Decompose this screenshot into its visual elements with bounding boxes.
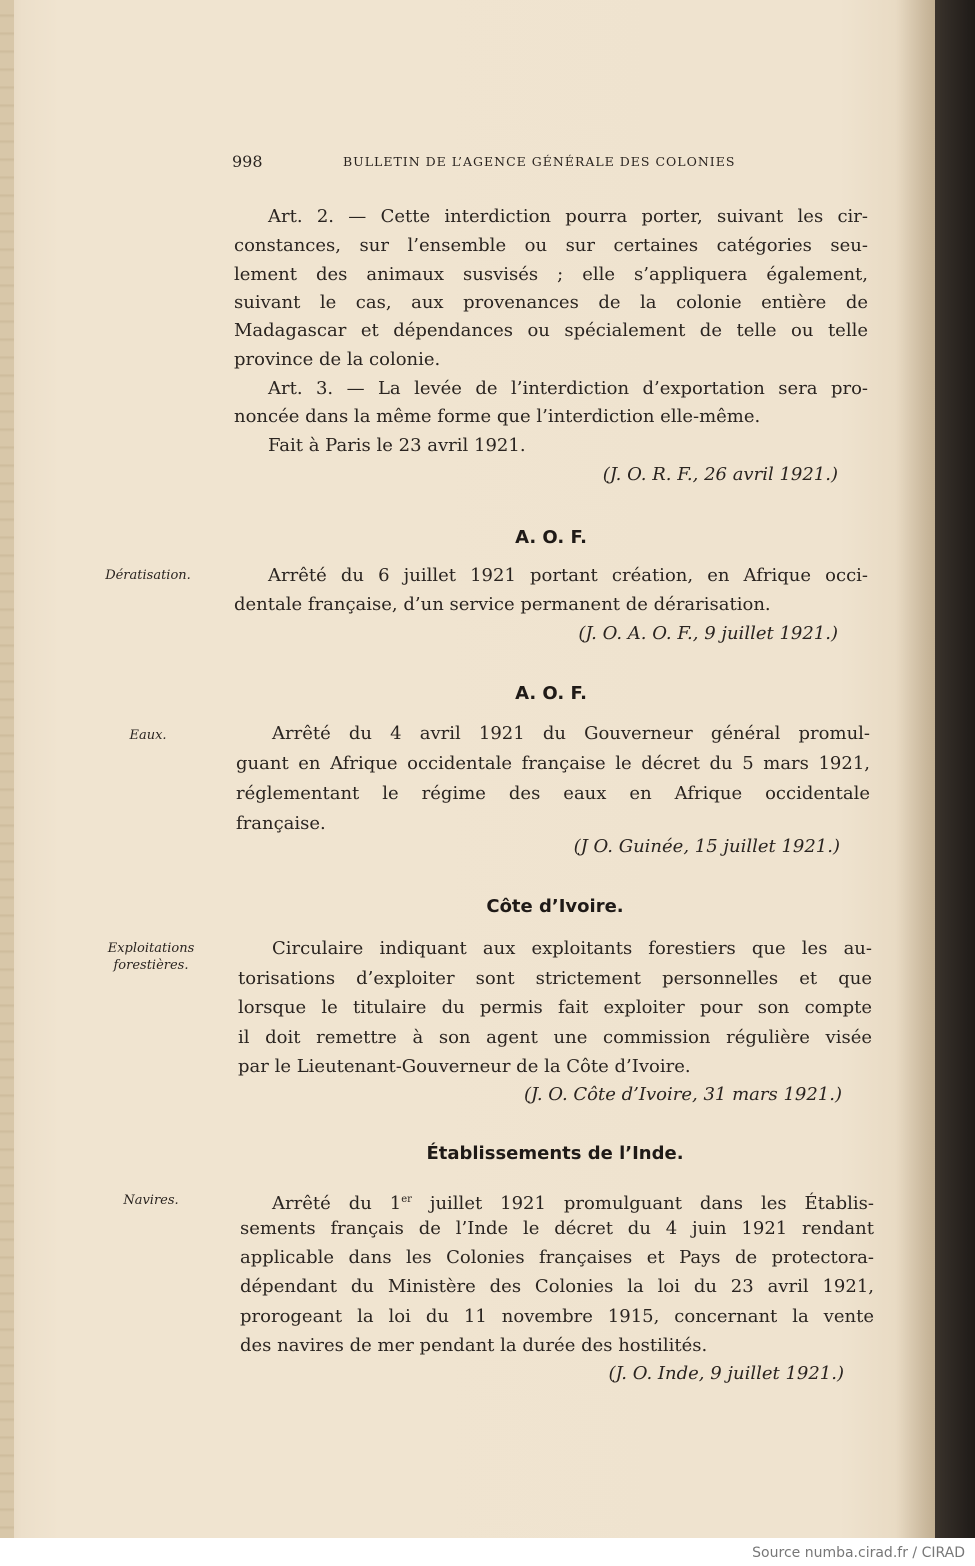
sec4-reference: (J. O. Inde, 9 juillet 1921.) — [608, 1363, 844, 1384]
art3-reference: (J. O. R. F., 26 avril 1921.) — [602, 464, 838, 485]
art3-line-1: Art. 3. — La levée de l’interdiction d’exportation sera pro- — [268, 378, 868, 399]
sec2-reference: (J O. Guinée, 15 juillet 1921.) — [573, 836, 840, 857]
running-title: BULLETIN DE L’AGENCE GÉNÉRALE DES COLONIES — [343, 154, 736, 169]
sec4-line-2: sements français de l’Inde le décret du 4 juin 1921 rendant — [240, 1218, 874, 1239]
sec1-reference: (J. O. A. O. F., 9 juillet 1921.) — [578, 623, 838, 644]
art2-line-6: province de la colonie. — [234, 349, 441, 370]
sec2-line-3: réglementant le régime des eaux en Afrique occidentale — [236, 783, 870, 804]
margin-note-exploitations: Exploitations — [107, 941, 195, 956]
sec3-reference: (J. O. Côte d’Ivoire, 31 mars 1921.) — [523, 1084, 842, 1105]
sec3-line-3: lorsque le titulaire du permis fait exploiter pour son compte — [238, 997, 872, 1018]
sec3-line-5: par le Lieutenant-Gouverneur de la Côte d’Ivoire. — [238, 1056, 691, 1077]
sec3-line-2: torisations d’exploiter sont strictement personnelles et que — [238, 968, 872, 989]
sec4-line-5: prorogeant la loi du 11 novembre 1915, concernant la vente — [240, 1306, 874, 1327]
sec1-line-1: Arrêté du 6 juillet 1921 portant création, en Afrique occi- — [268, 565, 868, 586]
sec4-line-4: dépendant du Ministère des Colonies la loi du 23 avril 1921, — [240, 1276, 874, 1297]
sec4-line-6: des navires de mer pendant la durée des hostilités. — [240, 1335, 708, 1356]
section-heading-cote-ivoire: Côte d’Ivoire. — [486, 896, 624, 917]
sec3-line-4: il doit remettre à son agent une commission régulière visée — [238, 1027, 872, 1048]
art3-line-2: noncée dans la même forme que l’interdiction elle-même. — [234, 406, 761, 427]
margin-note-forestieres: forestières. — [113, 958, 189, 973]
art3-line-3: Fait à Paris le 23 avril 1921. — [268, 435, 526, 456]
sec4-line-3: applicable dans les Colonies françaises et Pays de protectora- — [240, 1247, 874, 1268]
art2-line-4: suivant le cas, aux provenances de la colonie entière de — [234, 292, 868, 313]
section-heading-aof-1: A. O. F. — [515, 527, 587, 548]
page-number: 998 — [232, 152, 263, 171]
source-credit: Source numba.cirad.fr / CIRAD — [752, 1545, 965, 1561]
art2-line-3: lement des animaux susvisés ; elle s’appliquera également, — [234, 264, 868, 285]
margin-note-navires: Navires. — [123, 1193, 179, 1208]
sec4-line-1: Arrêté du 1er juillet 1921 promulguant dans les Établis- — [272, 1193, 874, 1214]
art2-line-1: Art. 2. — Cette interdiction pourra porter, suivant les cir- — [268, 206, 868, 227]
art2-line-2: constances, sur l’ensemble ou sur certaines catégories seu- — [234, 235, 868, 256]
sec2-line-1: Arrêté du 4 avril 1921 du Gouverneur général promul- — [272, 723, 870, 744]
margin-note-deratisation: Dératisation. — [105, 568, 191, 583]
section-heading-inde: Établissements de l’Inde. — [426, 1143, 684, 1164]
art2-line-5: Madagascar et dépendances ou spécialement de telle ou telle — [234, 320, 868, 341]
page-header — [232, 152, 842, 174]
section-heading-aof-2: A. O. F. — [515, 683, 587, 704]
sec2-line-2: guant en Afrique occidentale française le décret du 5 mars 1921, — [236, 753, 870, 774]
margin-note-eaux: Eaux. — [129, 728, 167, 743]
sec3-line-1: Circulaire indiquant aux exploitants forestiers que les au- — [272, 938, 872, 959]
binding-edge — [0, 0, 14, 1538]
sec1-line-2: dentale française, d’un service permanent de dérarisation. — [234, 594, 771, 615]
sec2-line-4: française. — [236, 813, 326, 834]
